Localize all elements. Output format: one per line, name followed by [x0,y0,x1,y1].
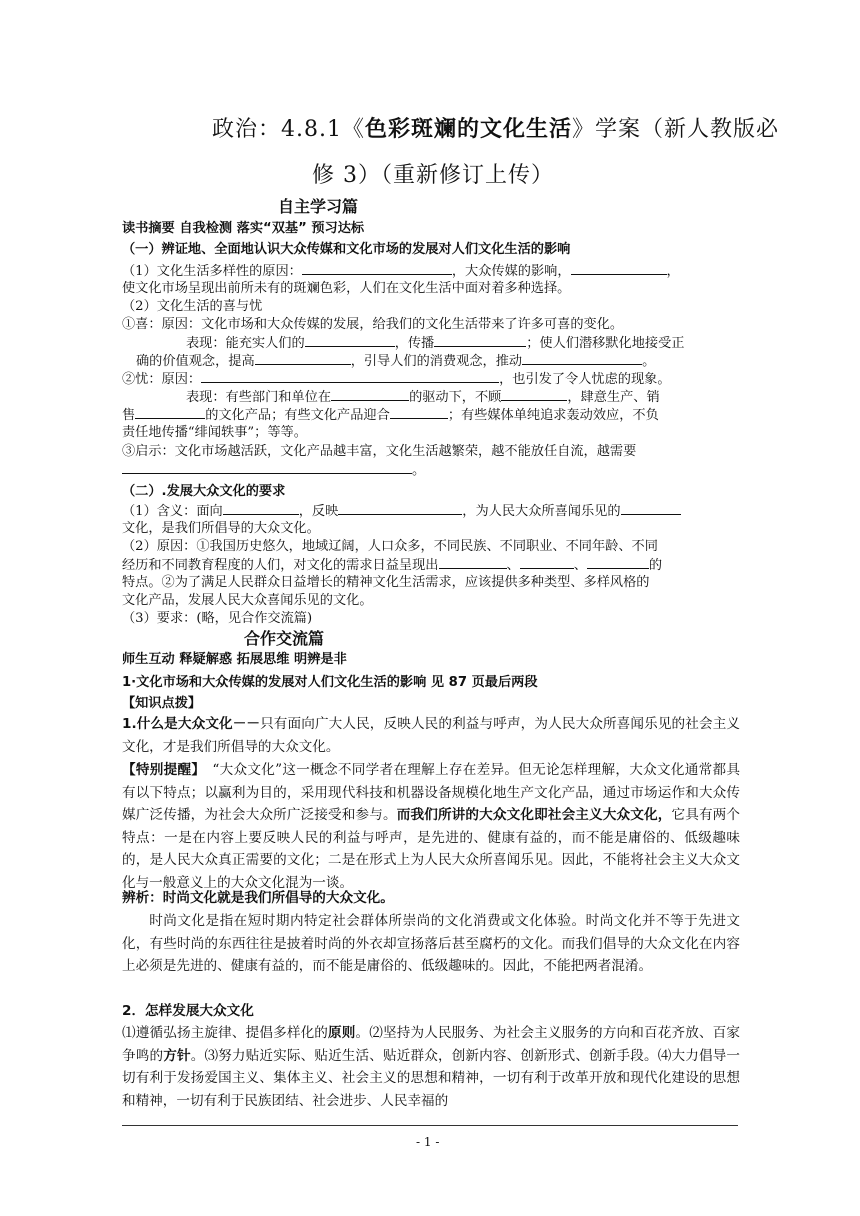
part1-line5: 表现：能充实人们的 ，传播 ；使人们潜移默化地接受正 [186,336,685,351]
item1-heading: 1·文化市场和大众传媒的发展对人们文化生活的影响 见 87 页最后两段 [122,675,538,690]
self-study-subheading: 读书摘要 自我检测 落实“双基” 预习达标 [122,221,365,236]
item2-paragraph: ⑴遵循弘扬主旋律、提倡多样化的原则。⑵坚持为人民服务、为社会主义服务的方向和百花齐放、百家争鸣的方针。⑶努力贴近实际、贴近生活、贴近群众，创新内容、创新形式、创新手段。⑷大力倡导一切有利于发扬爱国主义、集体主义、社会主义的思想和精神，一切有利于改革开放和现代化建设的思想和精神，一切有利于民族团结、社会进步、人民幸福的 [122,1025,741,1109]
part1-line11: ③启示：文化市场越活跃，文化产品越丰富，文化生活越繁荣，越不能放任自流，越需要 [122,444,637,459]
part1-line6: 确的价值观念，提高 ，引导人们的消费观念，推动 。 [136,354,656,369]
part1-line3: （2）文化生活的喜与忧 [122,299,263,314]
part1-line9: 售 的文化产品；有些文化产品迎合 ；有些媒体单纯追求轰动效应，不负 [122,408,659,423]
part2-line7: （3）要求：(略，见合作交流篇) [122,611,313,626]
part1-line10: 责任地传播“绯闻轶事”；等等。 [122,425,307,440]
part2-line3: （2）原因：①我国历史悠久，地域辽阔，人口众多，不同民族、不同职业、不同年龄、不同 [122,539,658,554]
part1-line2: 使文化市场呈现出前所未有的斑斓色彩，人们在文化生活中面对着多种选择。 [122,281,571,296]
footer-rule [122,1125,738,1126]
part2-line1: （1）含义：面向 ，反映 ，为人民大众所喜闻乐见的 [122,502,681,520]
part1-line12: 。 [122,461,425,479]
self-study-heading: 自主学习篇 [278,197,359,216]
part2-line2: 文化，是我们所倡导的大众文化。 [122,521,320,536]
part1-line1: （1）文化生活多样性的原因： ，大众传媒的影响， ， [122,264,680,279]
part2-line4: 经历和不同教育程度的人们，对文化的需求日益呈现出 、 、 的 [122,558,663,573]
knowledge-tag: 【知识点拨】 [122,696,202,711]
part1-line8: 表现：有些部门和单位在 的驱动下，不顾 ，肆意生产、销 [186,390,660,405]
document-title-line1: 政治：4.8.1《色彩斑斓的文化生活》学案（新人教版必 [212,116,780,142]
reminder-paragraph: 【特别提醒】 “大众文化”这一概念不同学者在理解上存在差异。但无论怎样理解，大众文化通常都具有以下特点；以赢利为目的，采用现代科技和机器设备规模化地生产文化产品，通过市场运作和大众传媒广泛传播，为社会大众所广泛接受和参与。而我们所讲的大众文化即社会主义大众文化，它具有两个特点：一是在内容上要反映人民的利益与呼声，是先进的、健康有益的，而不能是庸俗的、低级趣味的，是人民大众真正需要的文化；二是在形式上为人民大众所喜闻乐见。因此，不能将社会主义大众文化与一般意义上的大众文化混为一谈。 [122,762,741,891]
part1-heading: （一）辨证地、全面地认识大众传媒和文化市场的发展对人们文化生活的影响 [122,242,571,257]
item2-heading: 2．怎样发展大众文化 [122,1003,254,1019]
part1-line7: ②忧：原因： ，也引发了令人忧虑的现象。 [122,372,671,387]
analysis-paragraph: 时尚文化是指在短时期内特定社会群体所崇尚的文化消费或文化体验。时尚文化并不等于先进文化，有些时尚的东西往往是披着时尚的外衣却宣扬落后甚至腐朽的文化。而我们倡导的大众文化在内容上必须是先进的、健康有益的，而不能是庸俗的、低级趣味的。因此，不能把两者混淆。 [122,913,740,974]
knowledge-paragraph: 1.什么是大众文化－－只有面向广大人民，反映人民的利益与呼声，为人民大众所喜闻乐见的社会主义文化，才是我们所倡导的大众文化。 [122,716,741,755]
part1-line4: ①喜：原因：文化市场和大众传媒的发展，给我们的文化生活带来了许多可喜的变化。 [122,317,624,332]
cooperation-subheading: 师生互动 释疑解惑 拓展思维 明辨是非 [122,652,347,667]
part2-line5: 特点。②为了满足人民群众日益增长的精神文化生活需求，应该提供多种类型、多样风格的 [122,575,650,590]
page-number: - 1 - [416,1135,440,1149]
document-title-line2: 修 3）（重新修订上传） [312,163,554,188]
analysis-heading: 辨析：时尚文化就是我们所倡导的大众文化。 [122,890,394,906]
part2-line6: 文化产品，发展人民大众喜闻乐见的文化。 [122,593,373,608]
cooperation-heading: 合作交流篇 [244,629,325,648]
part2-heading: （二）.发展大众文化的要求 [122,484,286,499]
